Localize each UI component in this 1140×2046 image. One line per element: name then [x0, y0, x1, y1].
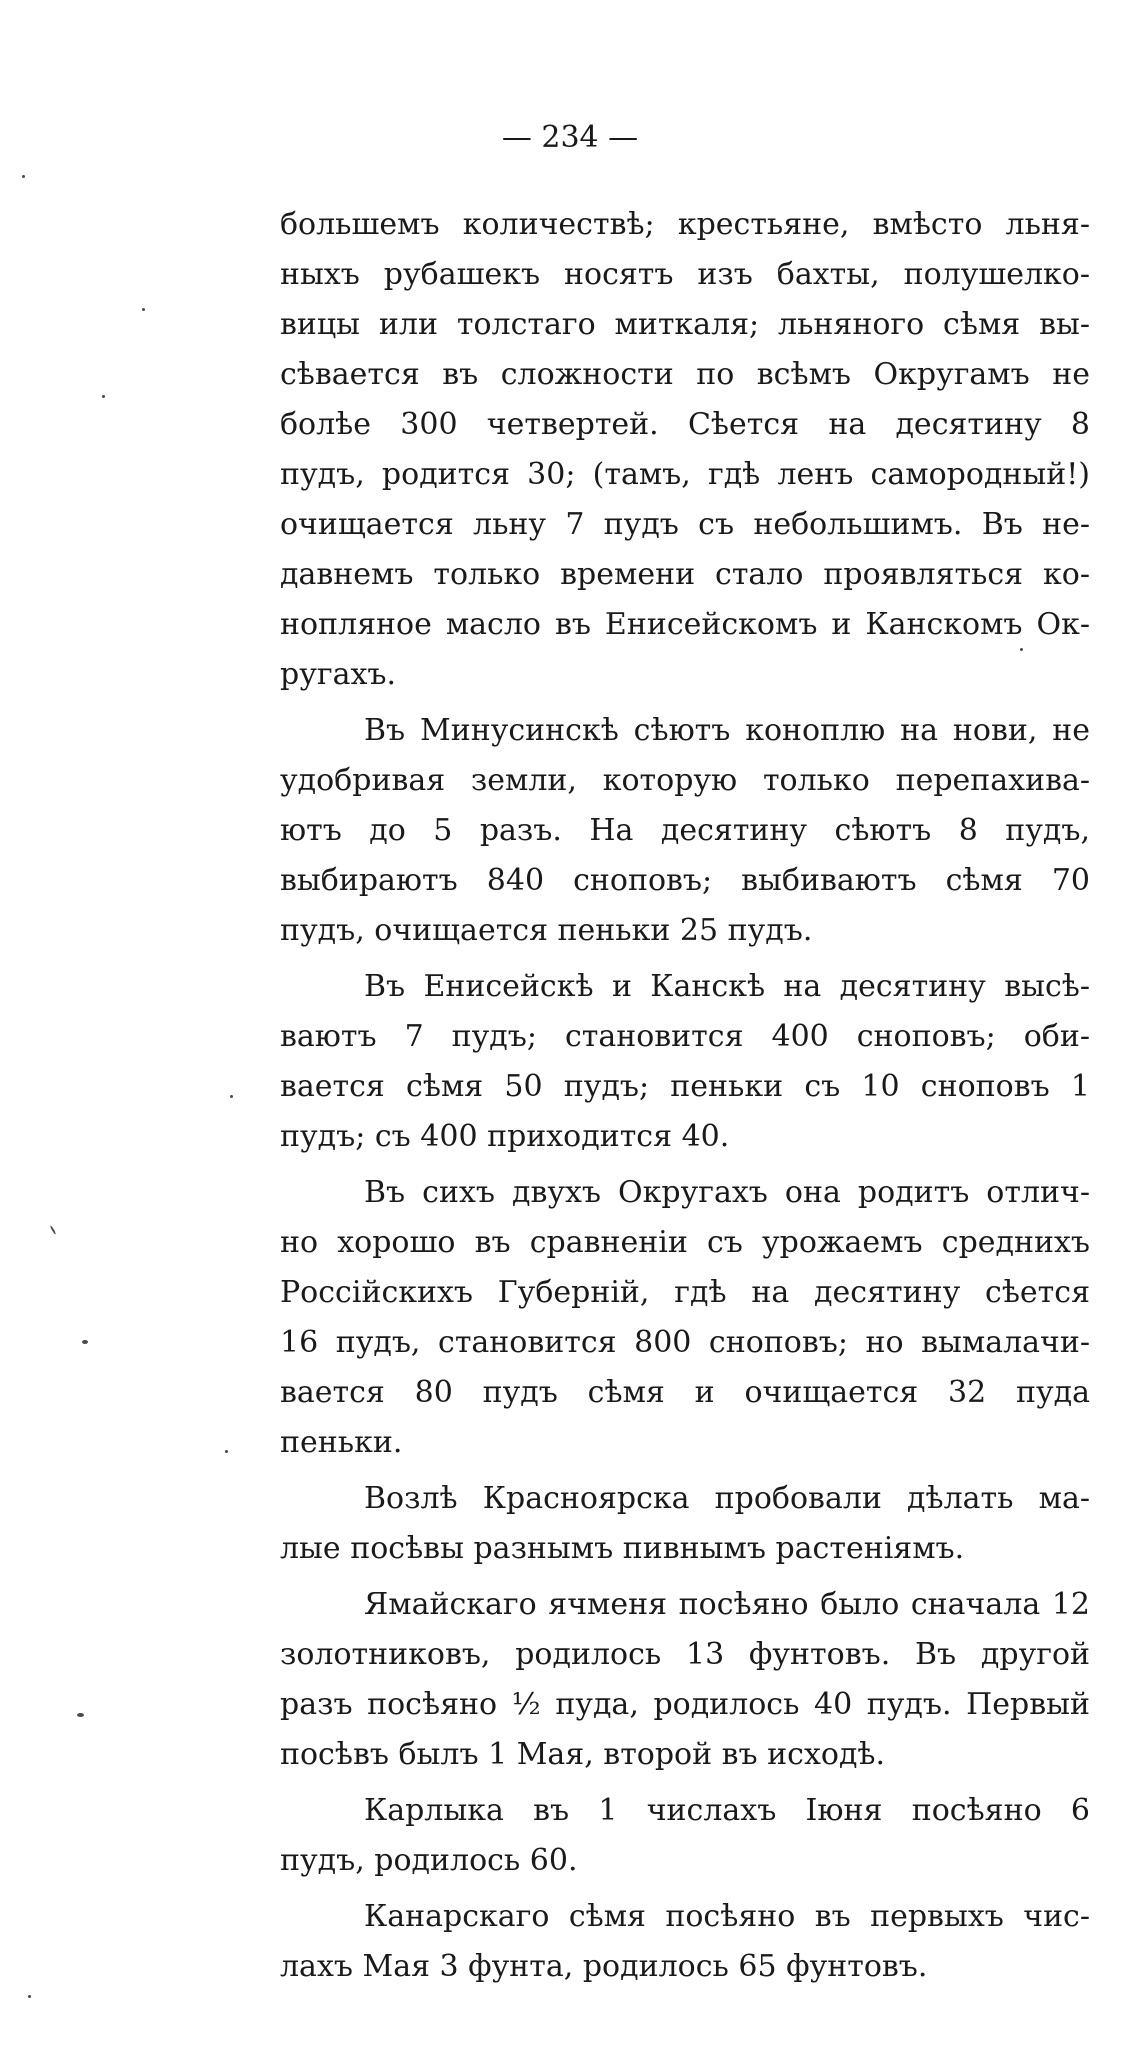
text-line: большемъ количествѣ; крестьяне, вмѣсто льня-: [280, 207, 1090, 242]
text-line: очищается льну 7 пудъ съ небольшимъ. Въ не-: [280, 507, 1090, 542]
text-line: вается сѣмя 50 пудъ; пеньки съ 10 сноповъ 1: [280, 1069, 1090, 1104]
text-line: Въ Енисейскѣ и Канскѣ на десятину высѣ-: [364, 969, 1090, 1004]
paragraph: [280, 706, 1090, 956]
text-line: Россійскихъ Губерній, гдѣ на десятину сѣется: [280, 1275, 1090, 1310]
paragraph: [280, 1892, 1090, 1992]
paragraph: [280, 962, 1090, 1162]
text-line: ругахъ.: [280, 657, 397, 692]
text-line: сѣвается въ сложности по всѣмъ Округамъ не: [280, 357, 1090, 392]
scan-speck: [22, 175, 25, 178]
text-line: но хорошо въ сравненіи съ урожаемъ среднихъ: [280, 1225, 1090, 1260]
scan-speck: [1020, 648, 1023, 651]
text-line: вается 80 пудъ сѣмя и очищается 32 пуда: [280, 1375, 1090, 1410]
text-line: золотниковъ, родилось 13 фунтовъ. Въ другой: [280, 1637, 1090, 1672]
text-line: давнемъ только времени стало проявляться ко-: [280, 557, 1090, 592]
text-line: выбираютъ 840 сноповъ; выбиваютъ сѣмя 70: [280, 863, 1090, 898]
text-line: удобривая земли, которую только перепахива-: [280, 763, 1090, 798]
paragraph: [280, 1580, 1090, 1780]
text-line: ныхъ рубашекъ носятъ изъ бахты, полушелко-: [280, 257, 1090, 292]
scan-speck: [82, 1340, 88, 1344]
paragraph: [280, 1786, 1090, 1886]
text-line: Въ Минусинскѣ сѣютъ коноплю на нови, не: [364, 713, 1090, 748]
text-line: лые посѣвы разнымъ пивнымъ растеніямъ.: [280, 1531, 965, 1566]
text-line: ваютъ 7 пудъ; становится 400 сноповъ; оби-: [280, 1019, 1090, 1054]
text-line: Канарскаго сѣмя посѣяно въ первыхъ чис-: [364, 1899, 1090, 1934]
text-line: Карлыка въ 1 числахъ Іюня посѣяно 6: [364, 1793, 1090, 1828]
text-line: нопляное масло въ Енисейскомъ и Канскомъ Ок-: [280, 607, 1090, 642]
scan-speck: [230, 1095, 233, 1098]
body-text: [280, 200, 1090, 1992]
page-number: — 234 —: [501, 120, 639, 155]
text-line: вицы или толстаго миткаля; льняного сѣмя вы-: [280, 307, 1090, 342]
text-line: ютъ до 5 разъ. На десятину сѣютъ 8 пудъ,: [280, 813, 1090, 848]
paragraph: [280, 1168, 1090, 1468]
scan-speck: [225, 1450, 228, 1453]
text-line: пудъ; съ 400 приходится 40.: [280, 1119, 730, 1154]
text-line: разъ посѣяно ½ пуда, родилось 40 пудъ. Первый: [280, 1687, 1090, 1722]
text-line: пудъ, родится 30; (тамъ, гдѣ ленъ самородный!): [280, 457, 1090, 492]
scan-speck: [50, 1225, 57, 1235]
text-line: 16 пудъ, становится 800 сноповъ; но вымалачи-: [280, 1325, 1090, 1360]
text-line: Возлѣ Красноярска пробовали дѣлать ма-: [364, 1481, 1090, 1516]
paragraph: [280, 200, 1090, 700]
text-line: посѣвъ былъ 1 Мая, второй въ исходѣ.: [280, 1737, 886, 1772]
text-line: лахъ Мая 3 фунта, родилось 65 фунтовъ.: [280, 1949, 928, 1984]
text-line: пудъ, родилось 60.: [280, 1843, 578, 1878]
scan-speck: [102, 395, 105, 398]
scan-speck: [28, 1995, 31, 1998]
text-line: болѣе 300 четвертей. Сѣется на десятину 8: [280, 407, 1090, 442]
text-line: Ямайскаго ячменя посѣяно было сначала 12: [364, 1587, 1090, 1622]
paragraph: [280, 1474, 1090, 1574]
scan-speck: [77, 1713, 84, 1717]
text-line: пеньки.: [280, 1425, 403, 1460]
text-line: пудъ, очищается пеньки 25 пудъ.: [280, 913, 813, 948]
scan-speck: [142, 308, 145, 311]
text-line: Въ сихъ двухъ Округахъ она родитъ отлич-: [364, 1175, 1090, 1210]
